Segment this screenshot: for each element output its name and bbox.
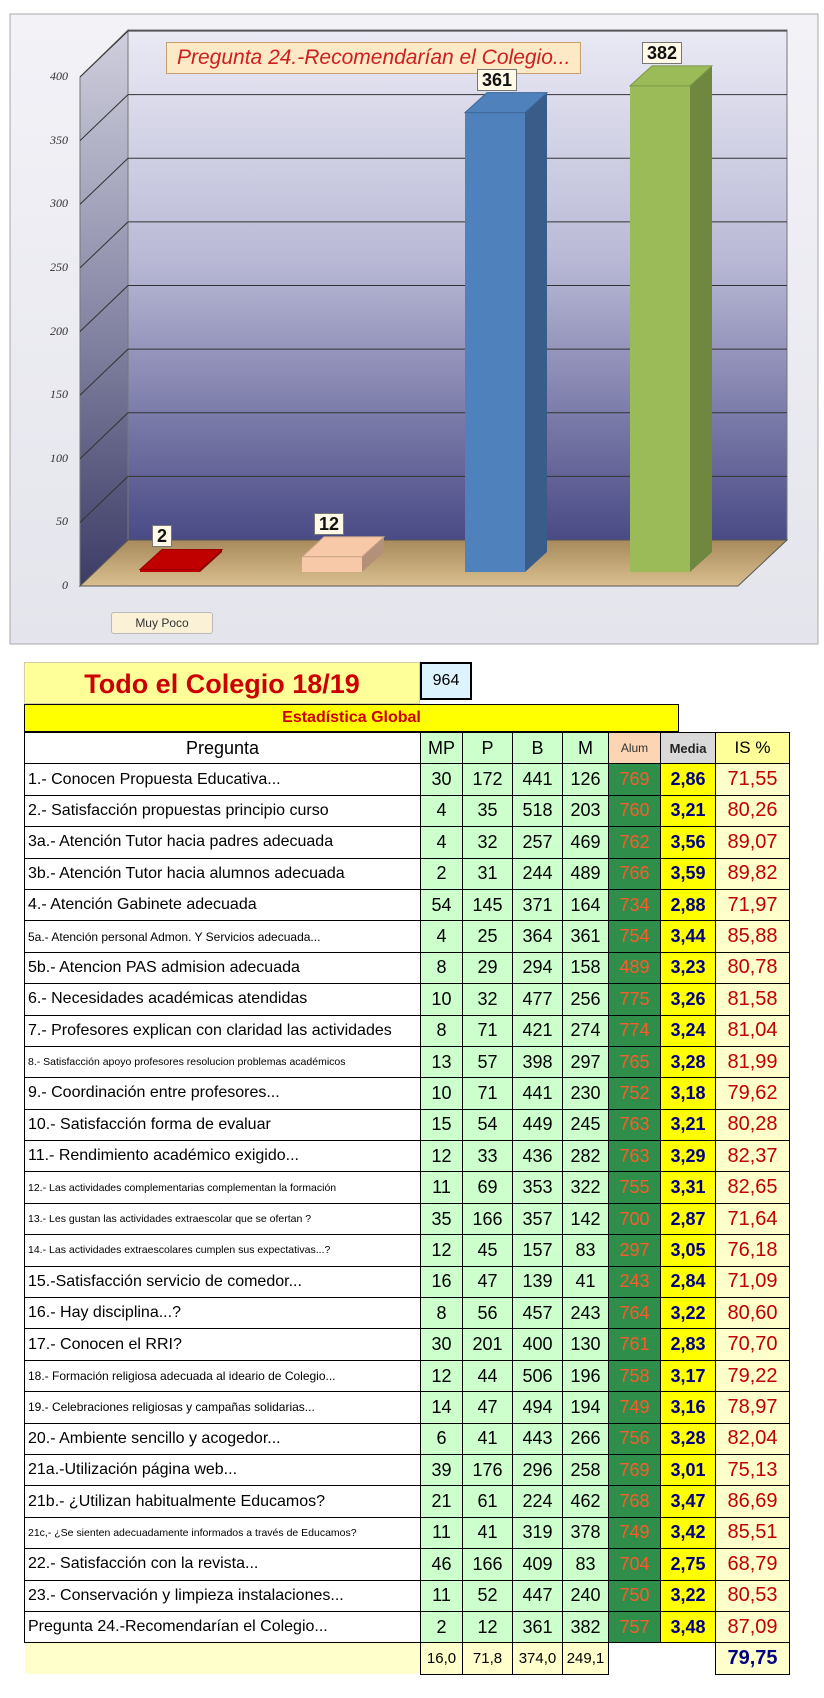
alum-cell: 758 [609,1360,661,1391]
media-cell: 3,42 [661,1517,716,1548]
media-cell: 2,84 [661,1266,716,1297]
bar-value-label: 12 [314,513,344,535]
bar-front [302,557,362,572]
p-cell: 61 [463,1486,513,1517]
col-header-is: IS % [716,733,790,764]
b-cell: 157 [513,1235,563,1266]
y-tick-label: 50 [56,514,68,529]
table-row [25,984,790,1015]
chart-panel [0,0,824,650]
mp-cell: 2 [421,858,463,889]
m-cell: 126 [563,764,609,795]
question-cell: 23.- Conservación y limpieza instalaciones... [25,1580,421,1611]
mp-cell: 39 [421,1454,463,1485]
alum-cell: 754 [609,921,661,952]
alum-cell: 762 [609,827,661,858]
table-row [25,1015,790,1046]
m-cell: 378 [563,1517,609,1548]
footer-b: 374,0 [513,1643,563,1674]
table-row [25,1392,790,1423]
alum-cell: 749 [609,1392,661,1423]
mp-cell: 12 [421,1235,463,1266]
question-cell: 1.- Conocen Propuesta Educativa... [25,764,421,795]
alum-cell: 774 [609,1015,661,1046]
is-cell: 79,62 [716,1078,790,1109]
footer-spacer [25,1643,421,1674]
p-cell: 69 [463,1172,513,1203]
bar-chart [0,0,824,650]
question-cell: 16.- Hay disciplina...? [25,1298,421,1329]
b-cell: 421 [513,1015,563,1046]
is-cell: 71,09 [716,1266,790,1297]
media-cell: 3,16 [661,1392,716,1423]
p-cell: 176 [463,1454,513,1485]
is-cell: 85,88 [716,921,790,952]
section-subtitle: Estadística Global [24,704,679,732]
bar-value-label: 2 [152,525,172,547]
m-cell: 194 [563,1392,609,1423]
bar-side [690,66,712,572]
report-title: Todo el Colegio 18/19 [24,662,420,704]
question-cell: 21b.- ¿Utilizan habitualmente Educamos? [25,1486,421,1517]
alum-cell: 489 [609,952,661,983]
media-cell: 3,23 [661,952,716,983]
m-cell: 240 [563,1580,609,1611]
b-cell: 257 [513,827,563,858]
question-cell: 22.- Satisfacción con la revista... [25,1549,421,1580]
b-cell: 224 [513,1486,563,1517]
table-row [25,764,790,795]
col-header-alum: Alum [609,733,661,764]
m-cell: 196 [563,1360,609,1391]
p-cell: 47 [463,1266,513,1297]
col-header-p: P [463,733,513,764]
bar-value-label: 382 [642,42,682,64]
alum-cell: 775 [609,984,661,1015]
table-row [25,1517,790,1548]
m-cell: 266 [563,1423,609,1454]
media-cell: 2,88 [661,889,716,920]
y-tick-label: 0 [62,578,68,592]
alum-cell: 769 [609,1454,661,1485]
p-cell: 12 [463,1611,513,1642]
b-cell: 506 [513,1360,563,1391]
b-cell: 436 [513,1141,563,1172]
table-row [25,827,790,858]
question-cell: 11.- Rendimiento académico exigido... [25,1141,421,1172]
table-row [25,1203,790,1234]
table-row [25,952,790,983]
p-cell: 44 [463,1360,513,1391]
table-row [25,858,790,889]
p-cell: 166 [463,1203,513,1234]
mp-cell: 8 [421,1298,463,1329]
p-cell: 54 [463,1109,513,1140]
y-tick-label: 250 [50,259,68,274]
question-cell: Pregunta 24.-Recomendarían el Colegio... [25,1611,421,1642]
media-cell: 2,75 [661,1549,716,1580]
b-cell: 457 [513,1298,563,1329]
alum-cell: 752 [609,1078,661,1109]
m-cell: 83 [563,1549,609,1580]
media-cell: 3,29 [661,1141,716,1172]
is-cell: 80,78 [716,952,790,983]
m-cell: 83 [563,1235,609,1266]
table-row [25,1298,790,1329]
table-row [25,1235,790,1266]
table-row [25,1454,790,1485]
p-cell: 32 [463,827,513,858]
alum-cell: 763 [609,1109,661,1140]
question-cell: 5a.- Atención personal Admon. Y Servicios adecuada... [25,921,421,952]
mp-cell: 54 [421,889,463,920]
is-cell: 81,99 [716,1046,790,1077]
b-cell: 447 [513,1580,563,1611]
mp-cell: 8 [421,1015,463,1046]
alum-cell: 763 [609,1141,661,1172]
table-row [25,1046,790,1077]
media-cell: 3,24 [661,1015,716,1046]
b-cell: 400 [513,1329,563,1360]
alum-cell: 766 [609,858,661,889]
footer-mp: 16,0 [421,1643,463,1674]
m-cell: 130 [563,1329,609,1360]
question-cell: 8.- Satisfacción apoyo profesores resolucion problemas académicos [25,1046,421,1077]
p-cell: 41 [463,1517,513,1548]
question-cell: 20.- Ambiente sencillo y acogedor... [25,1423,421,1454]
m-cell: 274 [563,1015,609,1046]
table-row [25,1329,790,1360]
y-tick-label: 350 [50,132,68,147]
mp-cell: 35 [421,1203,463,1234]
alum-cell: 297 [609,1235,661,1266]
question-cell: 10.- Satisfacción forma de evaluar [25,1109,421,1140]
question-cell: 15.-Satisfacción servicio de comedor... [25,1266,421,1297]
table-row [25,1360,790,1391]
is-cell: 70,70 [716,1329,790,1360]
y-tick-label: 100 [50,450,68,465]
b-cell: 449 [513,1109,563,1140]
mp-cell: 2 [421,1611,463,1642]
m-cell: 469 [563,827,609,858]
is-cell: 86,69 [716,1486,790,1517]
m-cell: 322 [563,1172,609,1203]
is-cell: 81,04 [716,1015,790,1046]
p-cell: 31 [463,858,513,889]
question-cell: 3a.- Atención Tutor hacia padres adecuada [25,827,421,858]
is-cell: 80,26 [716,795,790,826]
b-cell: 443 [513,1423,563,1454]
p-cell: 25 [463,921,513,952]
table-row [25,795,790,826]
footer-empty-media [661,1643,716,1674]
mp-cell: 6 [421,1423,463,1454]
p-cell: 172 [463,764,513,795]
p-cell: 29 [463,952,513,983]
b-cell: 357 [513,1203,563,1234]
is-cell: 79,22 [716,1360,790,1391]
p-cell: 33 [463,1141,513,1172]
bar-side [525,93,547,572]
m-cell: 203 [563,795,609,826]
is-cell: 85,51 [716,1517,790,1548]
question-cell: 21a.-Utilización página web... [25,1454,421,1485]
alum-cell: 769 [609,764,661,795]
mp-cell: 14 [421,1392,463,1423]
mp-cell: 10 [421,1078,463,1109]
bar [465,93,547,572]
b-cell: 477 [513,984,563,1015]
b-cell: 361 [513,1611,563,1642]
p-cell: 56 [463,1298,513,1329]
bar-front [630,86,690,572]
total-count: 964 [420,662,472,700]
b-cell: 441 [513,764,563,795]
media-cell: 3,22 [661,1580,716,1611]
b-cell: 244 [513,858,563,889]
mp-cell: 11 [421,1172,463,1203]
table-row [25,1486,790,1517]
m-cell: 164 [563,889,609,920]
footer-is: 79,75 [716,1643,790,1674]
m-cell: 489 [563,858,609,889]
is-cell: 80,60 [716,1298,790,1329]
media-cell: 3,18 [661,1078,716,1109]
alum-cell: 765 [609,1046,661,1077]
legend-item: Muy Poco [111,612,213,634]
b-cell: 364 [513,921,563,952]
mp-cell: 16 [421,1266,463,1297]
media-cell: 2,87 [661,1203,716,1234]
y-tick-label: 300 [50,196,68,211]
m-cell: 258 [563,1454,609,1485]
mp-cell: 4 [421,795,463,826]
b-cell: 139 [513,1266,563,1297]
is-cell: 75,13 [716,1454,790,1485]
media-cell: 3,28 [661,1423,716,1454]
table-row [25,1172,790,1203]
is-cell: 71,64 [716,1203,790,1234]
m-cell: 142 [563,1203,609,1234]
media-cell: 2,86 [661,764,716,795]
m-cell: 158 [563,952,609,983]
p-cell: 35 [463,795,513,826]
media-cell: 3,59 [661,858,716,889]
is-cell: 71,55 [716,764,790,795]
mp-cell: 21 [421,1486,463,1517]
media-cell: 3,21 [661,795,716,826]
alum-cell: 764 [609,1298,661,1329]
table-row [25,1109,790,1140]
is-cell: 89,07 [716,827,790,858]
alum-cell: 761 [609,1329,661,1360]
b-cell: 296 [513,1454,563,1485]
mp-cell: 11 [421,1580,463,1611]
question-cell: 9.- Coordinación entre profesores... [25,1078,421,1109]
media-cell: 3,44 [661,921,716,952]
media-cell: 3,22 [661,1298,716,1329]
media-cell: 2,83 [661,1329,716,1360]
b-cell: 294 [513,952,563,983]
m-cell: 230 [563,1078,609,1109]
alum-cell: 760 [609,795,661,826]
alum-cell: 700 [609,1203,661,1234]
is-cell: 80,28 [716,1109,790,1140]
b-cell: 441 [513,1078,563,1109]
chart-title: Pregunta 24.-Recomendarían el Colegio... [166,42,581,74]
p-cell: 52 [463,1580,513,1611]
table-row [25,1611,790,1642]
mp-cell: 8 [421,952,463,983]
b-cell: 494 [513,1392,563,1423]
table-row [25,921,790,952]
bar-value-label: 361 [477,69,517,91]
table-row [25,889,790,920]
results-table [24,732,790,1675]
is-cell: 78,97 [716,1392,790,1423]
m-cell: 41 [563,1266,609,1297]
p-cell: 71 [463,1078,513,1109]
col-header-pregunta: Pregunta [25,733,421,764]
col-header-mp: MP [421,733,463,764]
question-cell: 12.- Las actividades complementarias complementan la formación [25,1172,421,1203]
m-cell: 245 [563,1109,609,1140]
table-row [25,1580,790,1611]
media-cell: 3,17 [661,1360,716,1391]
alum-cell: 768 [609,1486,661,1517]
media-cell: 3,47 [661,1486,716,1517]
b-cell: 371 [513,889,563,920]
mp-cell: 12 [421,1360,463,1391]
table-header-row [25,733,790,764]
media-cell: 3,01 [661,1454,716,1485]
is-cell: 82,04 [716,1423,790,1454]
m-cell: 297 [563,1046,609,1077]
mp-cell: 10 [421,984,463,1015]
question-cell: 4.- Atención Gabinete adecuada [25,889,421,920]
table-row [25,1423,790,1454]
alum-cell: 704 [609,1549,661,1580]
col-header-m: M [563,733,609,764]
alum-cell: 755 [609,1172,661,1203]
bar [630,66,712,572]
m-cell: 282 [563,1141,609,1172]
question-cell: 2.- Satisfacción propuestas principio curso [25,795,421,826]
p-cell: 41 [463,1423,513,1454]
is-cell: 82,37 [716,1141,790,1172]
col-header-media: Media [661,733,716,764]
m-cell: 462 [563,1486,609,1517]
b-cell: 353 [513,1172,563,1203]
question-cell: 18.- Formación religiosa adecuada al ideario de Colegio... [25,1360,421,1391]
question-cell: 3b.- Atención Tutor hacia alumnos adecuada [25,858,421,889]
is-cell: 76,18 [716,1235,790,1266]
is-cell: 80,53 [716,1580,790,1611]
alum-cell: 756 [609,1423,661,1454]
media-cell: 3,26 [661,984,716,1015]
is-cell: 82,65 [716,1172,790,1203]
alum-cell: 749 [609,1517,661,1548]
is-cell: 87,09 [716,1611,790,1642]
p-cell: 145 [463,889,513,920]
media-cell: 3,28 [661,1046,716,1077]
p-cell: 47 [463,1392,513,1423]
question-cell: 21c,- ¿Se sienten adecuadamente informados a través de Educamos? [25,1517,421,1548]
col-header-b: B [513,733,563,764]
p-cell: 201 [463,1329,513,1360]
alum-cell: 734 [609,889,661,920]
mp-cell: 13 [421,1046,463,1077]
table-row [25,1549,790,1580]
p-cell: 71 [463,1015,513,1046]
footer-empty-alum [609,1643,661,1674]
media-cell: 3,21 [661,1109,716,1140]
alum-cell: 757 [609,1611,661,1642]
is-cell: 89,82 [716,858,790,889]
mp-cell: 4 [421,827,463,858]
m-cell: 256 [563,984,609,1015]
is-cell: 81,58 [716,984,790,1015]
p-cell: 45 [463,1235,513,1266]
alum-cell: 750 [609,1580,661,1611]
y-tick-label: 200 [50,323,68,338]
question-cell: 7.- Profesores explican con claridad las actividades [25,1015,421,1046]
mp-cell: 11 [421,1517,463,1548]
p-cell: 32 [463,984,513,1015]
question-cell: 14.- Las actividades extraescolares cumplen sus expectativas...? [25,1235,421,1266]
media-cell: 3,31 [661,1172,716,1203]
question-cell: 19.- Celebraciones religiosas y campañas solidarias... [25,1392,421,1423]
footer-m: 249,1 [563,1643,609,1674]
p-cell: 166 [463,1549,513,1580]
table-footer-row [25,1643,790,1674]
mp-cell: 30 [421,764,463,795]
mp-cell: 12 [421,1141,463,1172]
b-cell: 518 [513,795,563,826]
question-cell: 5b.- Atencion PAS admision adecuada [25,952,421,983]
is-cell: 71,97 [716,889,790,920]
b-cell: 398 [513,1046,563,1077]
mp-cell: 4 [421,921,463,952]
table-row [25,1266,790,1297]
b-cell: 319 [513,1517,563,1548]
y-tick-label: 150 [50,387,68,402]
media-cell: 3,56 [661,827,716,858]
m-cell: 382 [563,1611,609,1642]
question-cell: 13.- Les gustan las actividades extraescolar que se ofertan ? [25,1203,421,1234]
is-cell: 68,79 [716,1549,790,1580]
m-cell: 361 [563,921,609,952]
table-row [25,1141,790,1172]
b-cell: 409 [513,1549,563,1580]
question-cell: 17.- Conocen el RRI? [25,1329,421,1360]
y-tick-label: 400 [50,69,68,83]
mp-cell: 46 [421,1549,463,1580]
footer-p: 71,8 [463,1643,513,1674]
mp-cell: 15 [421,1109,463,1140]
bar-front [465,113,525,572]
question-cell: 6.- Necesidades académicas atendidas [25,984,421,1015]
m-cell: 243 [563,1298,609,1329]
p-cell: 57 [463,1046,513,1077]
media-cell: 3,48 [661,1611,716,1642]
media-cell: 3,05 [661,1235,716,1266]
table-row [25,1078,790,1109]
mp-cell: 30 [421,1329,463,1360]
alum-cell: 243 [609,1266,661,1297]
